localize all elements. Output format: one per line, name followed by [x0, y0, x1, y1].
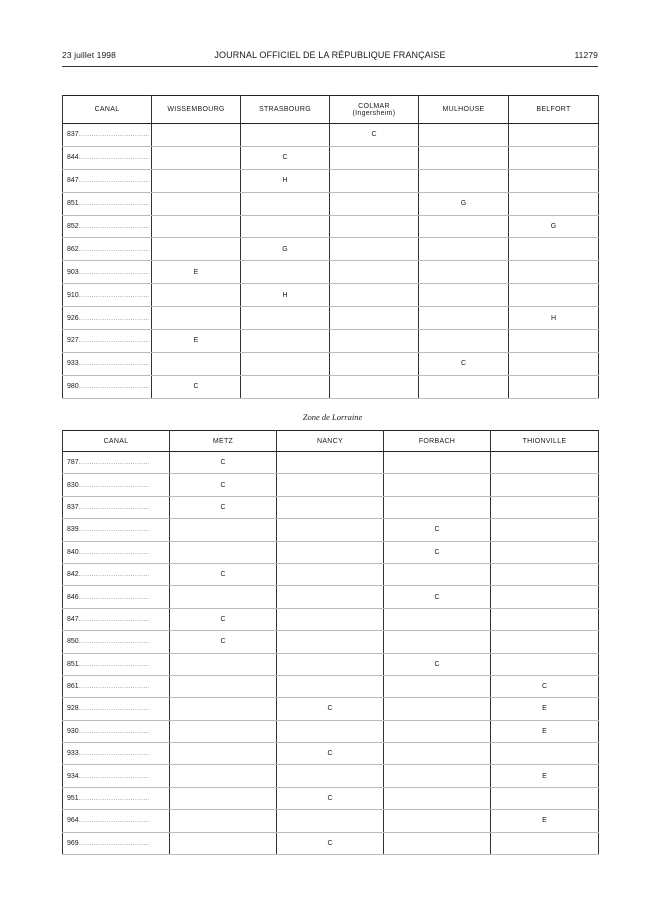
- column-header-2: NANCY: [277, 431, 384, 452]
- channel-number-cell: [63, 787, 170, 809]
- assignment-cell: [152, 124, 241, 147]
- table-row: [63, 169, 599, 192]
- assignment-cell: C: [170, 608, 277, 630]
- column-header-4: MULHOUSE: [419, 96, 509, 124]
- assignment-cell: [152, 169, 241, 192]
- assignment-cell: [330, 146, 419, 169]
- channel-number-cell: [63, 698, 170, 720]
- channel-number-cell: [63, 238, 152, 261]
- assignment-cell: [330, 330, 419, 353]
- channel-number: 837: [67, 131, 79, 139]
- assignment-cell: [330, 192, 419, 215]
- leader-dots: .................................: [78, 840, 151, 847]
- assignment-cell: [277, 765, 384, 787]
- assignment-cell: [277, 541, 384, 563]
- assignment-cell: C: [170, 496, 277, 518]
- assignment-cell: C: [384, 519, 491, 541]
- channel-number-cell: [63, 474, 170, 496]
- channel-number-cell: [63, 586, 170, 608]
- table-row: [63, 832, 599, 854]
- assignment-cell: C: [277, 698, 384, 720]
- table-row: [63, 698, 599, 720]
- assignment-cell: [277, 675, 384, 697]
- assignment-cell: [277, 496, 384, 518]
- column-header-3: FORBACH: [384, 431, 491, 452]
- table-row: [63, 720, 599, 742]
- page-header: [62, 50, 598, 64]
- assignment-cell: [277, 519, 384, 541]
- assignment-cell: [509, 169, 599, 192]
- header-date: 23 juillet 1998: [62, 50, 116, 60]
- assignment-cell: [509, 238, 599, 261]
- channel-number: 851: [67, 660, 79, 668]
- assignment-cell: H: [509, 307, 599, 330]
- channel-number: 846: [67, 593, 79, 601]
- assignment-cell: [384, 743, 491, 765]
- leader-dots: .................................: [78, 384, 151, 391]
- leader-dots: .................................: [78, 482, 151, 489]
- assignment-cell: E: [152, 261, 241, 284]
- assignment-cell: [509, 124, 599, 147]
- table-row: [63, 743, 599, 765]
- assignment-cell: [419, 261, 509, 284]
- assignment-cell: [170, 675, 277, 697]
- assignment-cell: [241, 124, 330, 147]
- leader-dots: .................................: [78, 460, 151, 467]
- assignment-cell: C: [330, 124, 419, 147]
- channel-number: 930: [67, 727, 79, 735]
- channel-number-cell: [63, 743, 170, 765]
- table-row: [63, 653, 599, 675]
- assignment-cell: [277, 474, 384, 496]
- assignment-cell: [170, 586, 277, 608]
- leader-dots: .................................: [78, 132, 151, 139]
- assignment-cell: [384, 496, 491, 518]
- leader-dots: .................................: [78, 639, 151, 646]
- table-row: [63, 541, 599, 563]
- assignment-cell: C: [241, 146, 330, 169]
- assignment-cell: [509, 284, 599, 307]
- channel-number: 837: [67, 503, 79, 511]
- assignment-cell: [330, 352, 419, 375]
- assignment-cell: [170, 765, 277, 787]
- header-journal-title: JOURNAL OFFICIEL DE LA RÉPUBLIQUE FRANÇAISE: [214, 50, 446, 60]
- assignment-cell: C: [491, 675, 599, 697]
- assignment-cell: [419, 215, 509, 238]
- channel-number: 969: [67, 839, 79, 847]
- assignment-cell: G: [241, 238, 330, 261]
- assignment-cell: [491, 631, 599, 653]
- assignment-cell: C: [419, 352, 509, 375]
- assignment-cell: [384, 810, 491, 832]
- table-row: [63, 496, 599, 518]
- assignment-cell: [509, 352, 599, 375]
- assignment-cell: [277, 608, 384, 630]
- assignment-cell: [419, 307, 509, 330]
- assignment-cell: C: [170, 631, 277, 653]
- leader-dots: .................................: [78, 616, 151, 623]
- leader-dots: .................................: [78, 796, 151, 803]
- assignment-cell: [419, 375, 509, 398]
- assignment-cell: E: [491, 810, 599, 832]
- leader-dots: .................................: [78, 572, 151, 579]
- assignment-cell: E: [491, 765, 599, 787]
- assignment-cell: [152, 284, 241, 307]
- channel-number: 839: [67, 526, 79, 534]
- assignment-cell: [170, 743, 277, 765]
- table-row: [63, 261, 599, 284]
- channel-number: 934: [67, 772, 79, 780]
- assignment-cell: [152, 352, 241, 375]
- column-header-2: STRASBOURG: [241, 96, 330, 124]
- channel-number: 852: [67, 223, 79, 230]
- table-row: [63, 330, 599, 353]
- assignment-cell: C: [277, 832, 384, 854]
- channel-number: 847: [67, 177, 79, 185]
- assignment-cell: H: [241, 169, 330, 192]
- channel-number-cell: [63, 810, 170, 832]
- channel-number: 927: [67, 337, 79, 345]
- column-header-4: THIONVILLE: [491, 431, 599, 452]
- leader-dots: .................................: [78, 728, 151, 735]
- channel-number-cell: [63, 215, 152, 238]
- channel-number-cell: [63, 563, 170, 585]
- assignment-cell: [384, 452, 491, 474]
- assignment-cell: [491, 474, 599, 496]
- channel-number-cell: [63, 631, 170, 653]
- assignment-cell: [241, 330, 330, 353]
- table-row: [63, 810, 599, 832]
- channel-number: 903: [67, 268, 79, 276]
- channel-number-cell: [63, 452, 170, 474]
- channel-number-cell: [63, 146, 152, 169]
- assignment-cell: [170, 810, 277, 832]
- leader-dots: .................................: [78, 706, 151, 713]
- assignment-cell: [419, 238, 509, 261]
- leader-dots: .................................: [78, 224, 151, 230]
- column-header-0: CANAL: [63, 431, 170, 452]
- table-row: [63, 519, 599, 541]
- zone-title: Zone de Lorraine: [302, 412, 363, 422]
- assignment-cell: [152, 238, 241, 261]
- assignment-cell: [277, 810, 384, 832]
- assignment-cell: [170, 698, 277, 720]
- assignment-cell: [330, 215, 419, 238]
- leader-dots: .................................: [78, 178, 151, 185]
- assignment-cell: [384, 720, 491, 742]
- assignment-cell: [330, 261, 419, 284]
- channel-number: 842: [67, 571, 79, 579]
- assignment-cell: [384, 474, 491, 496]
- assignment-cell: [491, 608, 599, 630]
- channel-number-cell: [63, 169, 152, 192]
- channel-number-cell: [63, 675, 170, 697]
- assignment-cell: E: [491, 698, 599, 720]
- leader-dots: .................................: [78, 594, 151, 601]
- channel-number: 926: [67, 314, 79, 322]
- table-row: [63, 238, 599, 261]
- leader-dots: .................................: [78, 269, 151, 276]
- channel-number-cell: [63, 330, 152, 353]
- assignment-cell: C: [152, 375, 241, 398]
- channel-number: 851: [67, 200, 79, 208]
- channel-number: 910: [67, 291, 79, 299]
- channel-number: 964: [67, 817, 79, 825]
- leader-dots: .................................: [78, 661, 151, 668]
- channel-number: 787: [67, 459, 79, 467]
- assignment-cell: [170, 720, 277, 742]
- table-row: [63, 375, 599, 398]
- column-header-1: METZ: [170, 431, 277, 452]
- assignment-cell: [152, 192, 241, 215]
- table-row: [63, 765, 599, 787]
- channel-number-cell: [63, 765, 170, 787]
- table-row: [63, 452, 599, 474]
- assignment-cell: [419, 146, 509, 169]
- assignment-cell: [491, 563, 599, 585]
- assignment-cell: [170, 653, 277, 675]
- assignment-cell: C: [384, 653, 491, 675]
- leader-dots: .................................: [78, 246, 151, 253]
- header-divider: [62, 66, 598, 67]
- leader-dots: .................................: [78, 315, 151, 322]
- assignment-cell: [152, 146, 241, 169]
- assignment-cell: [170, 787, 277, 809]
- table-row: [63, 192, 599, 215]
- channel-number-cell: [63, 608, 170, 630]
- channel-number: 951: [67, 795, 79, 803]
- assignment-cell: C: [277, 787, 384, 809]
- channel-number-cell: [63, 832, 170, 854]
- assignment-cell: [152, 215, 241, 238]
- channel-number-cell: [63, 496, 170, 518]
- assignment-cell: [152, 307, 241, 330]
- table-row: [63, 631, 599, 653]
- assignment-cell: [509, 261, 599, 284]
- leader-dots: .................................: [78, 201, 151, 208]
- assignment-cell: [491, 743, 599, 765]
- channel-number-cell: [63, 352, 152, 375]
- assignment-cell: [277, 586, 384, 608]
- header-page-number: 11279: [574, 50, 598, 60]
- channel-number-cell: [63, 124, 152, 147]
- alsace-channel-table: [62, 95, 599, 399]
- table-row: [63, 787, 599, 809]
- assignment-cell: [330, 169, 419, 192]
- channel-number: 847: [67, 615, 79, 623]
- assignment-cell: [170, 832, 277, 854]
- column-header-0: CANAL: [63, 96, 152, 124]
- assignment-cell: [277, 563, 384, 585]
- assignment-cell: C: [384, 541, 491, 563]
- assignment-cell: [491, 653, 599, 675]
- assignment-cell: [384, 563, 491, 585]
- channel-number: 928: [67, 705, 79, 713]
- channel-number: 830: [67, 481, 79, 489]
- assignment-cell: [330, 238, 419, 261]
- assignment-cell: [241, 192, 330, 215]
- assignment-cell: [384, 631, 491, 653]
- channel-number-cell: [63, 261, 152, 284]
- channel-number: 850: [67, 638, 79, 646]
- channel-number: 933: [67, 750, 79, 758]
- assignment-cell: G: [509, 215, 599, 238]
- assignment-cell: [241, 215, 330, 238]
- leader-dots: .................................: [78, 155, 151, 162]
- assignment-cell: [384, 608, 491, 630]
- channel-number: 840: [67, 548, 79, 556]
- channel-number-cell: [63, 519, 170, 541]
- leader-dots: .................................: [78, 292, 151, 299]
- assignment-cell: C: [170, 452, 277, 474]
- channel-number: 933: [67, 360, 79, 368]
- leader-dots: .................................: [78, 818, 151, 825]
- assignment-cell: [330, 284, 419, 307]
- assignment-cell: [491, 452, 599, 474]
- assignment-cell: E: [152, 330, 241, 353]
- channel-number-cell: [63, 720, 170, 742]
- table-row: [63, 563, 599, 585]
- assignment-cell: [170, 519, 277, 541]
- column-header-3: COLMAR (Ingersheim): [330, 96, 419, 124]
- leader-dots: .................................: [78, 684, 151, 691]
- assignment-cell: [509, 192, 599, 215]
- table-row: [63, 307, 599, 330]
- table-row: [63, 124, 599, 147]
- table-row: [63, 608, 599, 630]
- table-row: [63, 146, 599, 169]
- leader-dots: .................................: [78, 504, 151, 511]
- channel-number-cell: [63, 307, 152, 330]
- assignment-cell: E: [491, 720, 599, 742]
- channel-number-cell: [63, 653, 170, 675]
- channel-number: 980: [67, 383, 79, 391]
- leader-dots: .................................: [78, 773, 151, 780]
- assignment-cell: [509, 146, 599, 169]
- leader-dots: .................................: [78, 751, 151, 758]
- assignment-cell: [384, 698, 491, 720]
- leader-dots: .................................: [78, 338, 151, 345]
- assignment-cell: [491, 519, 599, 541]
- assignment-cell: [241, 375, 330, 398]
- leader-dots: .................................: [78, 549, 151, 556]
- column-header-5: BELFORT: [509, 96, 599, 124]
- assignment-cell: [330, 375, 419, 398]
- assignment-cell: [491, 787, 599, 809]
- lorraine-channel-table: [62, 430, 599, 855]
- assignment-cell: [384, 765, 491, 787]
- channel-number-cell: [63, 375, 152, 398]
- assignment-cell: [170, 541, 277, 563]
- channel-number: 861: [67, 683, 79, 691]
- table-row: [63, 215, 599, 238]
- assignment-cell: [509, 375, 599, 398]
- assignment-cell: [277, 720, 384, 742]
- table-row: [63, 474, 599, 496]
- channel-number-cell: [63, 192, 152, 215]
- table-row: [63, 586, 599, 608]
- assignment-cell: [384, 675, 491, 697]
- assignment-cell: [241, 307, 330, 330]
- assignment-cell: [277, 653, 384, 675]
- channel-number: 862: [67, 245, 79, 253]
- assignment-cell: G: [419, 192, 509, 215]
- assignment-cell: [509, 330, 599, 353]
- assignment-cell: H: [241, 284, 330, 307]
- channel-number-cell: [63, 541, 170, 563]
- assignment-cell: [491, 832, 599, 854]
- assignment-cell: C: [384, 586, 491, 608]
- assignment-cell: [241, 261, 330, 284]
- assignment-cell: C: [170, 474, 277, 496]
- leader-dots: .................................: [78, 527, 151, 534]
- assignment-cell: [384, 787, 491, 809]
- assignment-cell: [419, 284, 509, 307]
- assignment-cell: [491, 541, 599, 563]
- assignment-cell: [241, 352, 330, 375]
- table-row: [63, 352, 599, 375]
- assignment-cell: [419, 124, 509, 147]
- assignment-cell: C: [170, 563, 277, 585]
- assignment-cell: [419, 169, 509, 192]
- table-row: [63, 675, 599, 697]
- assignment-cell: C: [277, 743, 384, 765]
- assignment-cell: [491, 496, 599, 518]
- assignment-cell: [419, 330, 509, 353]
- table-row: [63, 284, 599, 307]
- assignment-cell: [330, 307, 419, 330]
- assignment-cell: [384, 832, 491, 854]
- channel-number-cell: [63, 284, 152, 307]
- assignment-cell: [277, 452, 384, 474]
- channel-number: 844: [67, 154, 79, 162]
- assignment-cell: [491, 586, 599, 608]
- assignment-cell: [277, 631, 384, 653]
- leader-dots: .................................: [78, 361, 151, 368]
- column-header-1: WISSEMBOURG: [152, 96, 241, 124]
